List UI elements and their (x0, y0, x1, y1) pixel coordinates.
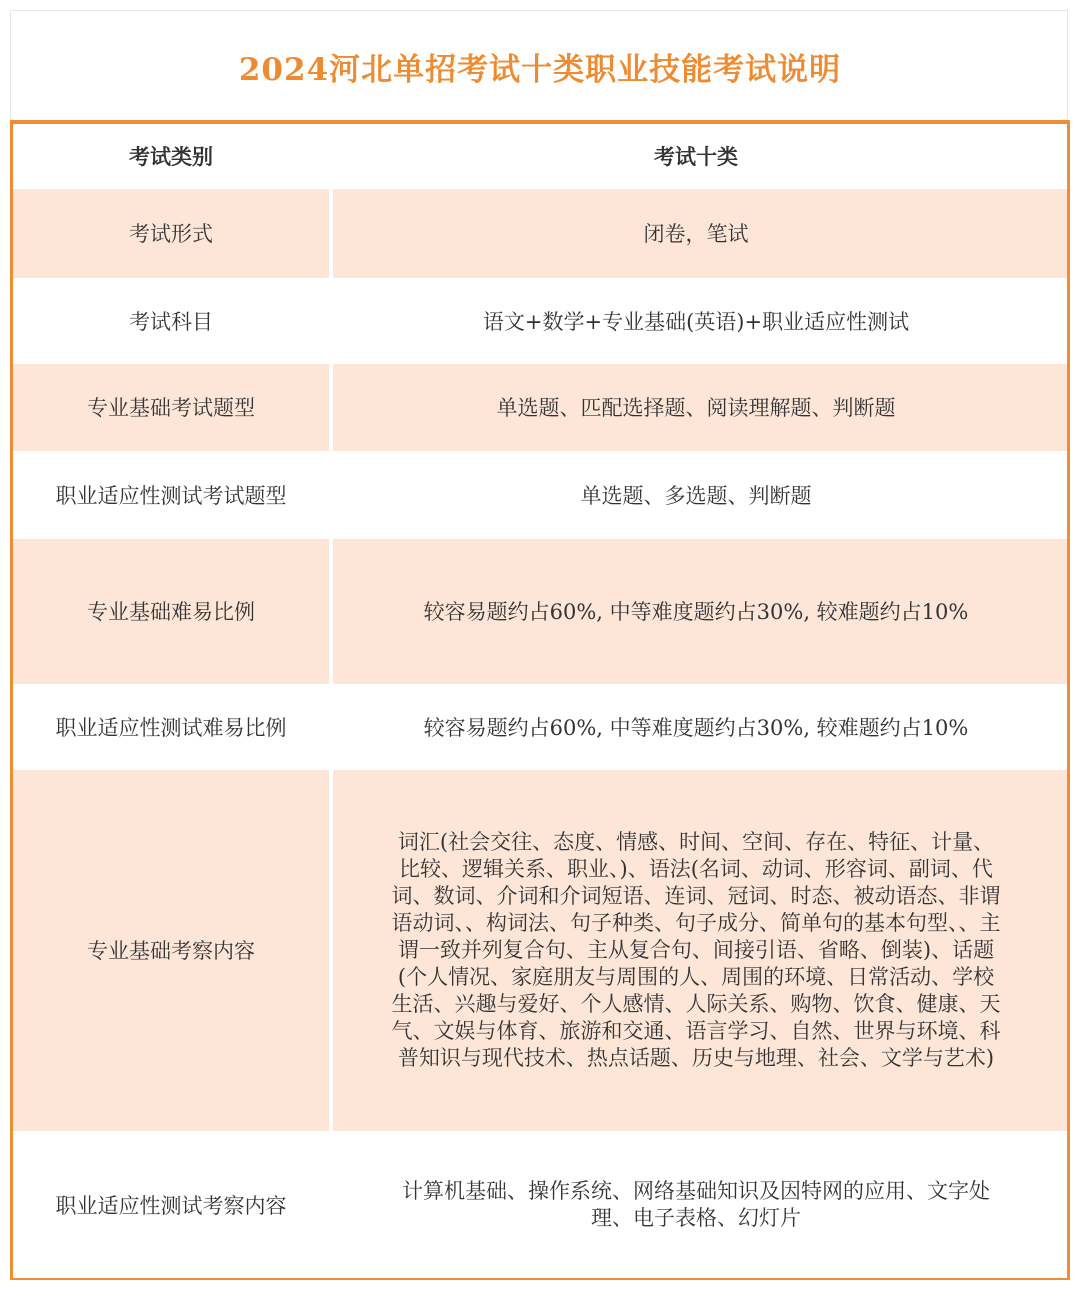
table-row (13, 537, 1067, 685)
table-row (13, 452, 1067, 537)
row-label: 职业适应性测试考察内容 (55, 1194, 287, 1218)
row-value: 单选题、多选题、判断题 (580, 483, 812, 508)
row-label: 考试形式 (129, 222, 213, 246)
row-label: 专业基础考察内容 (87, 939, 255, 963)
row-divider (13, 536, 1067, 539)
row-divider (13, 1131, 1067, 1134)
table-row (13, 685, 1067, 768)
table-row (13, 362, 1067, 452)
row-value: 较容易题约占60%, 中等难度题约占30%, 较难题约占10% (423, 600, 969, 624)
row-divider (13, 361, 1067, 364)
table-row (13, 1132, 1067, 1278)
exam-table (10, 120, 1070, 1280)
header-category: 考试类别 (129, 143, 213, 169)
column-divider (329, 124, 333, 1277)
row-value: 语文+数学+专业基础(英语)+职业适应性测试 (482, 309, 910, 334)
title-bar (12, 12, 1068, 120)
row-label: 专业基础考试题型 (87, 396, 255, 420)
page-title: 2024河北单招考试十类职业技能考试说明 (238, 51, 842, 88)
row-divider (13, 767, 1067, 770)
row-divider (13, 278, 1067, 281)
row-label: 专业基础难易比例 (87, 600, 255, 624)
header-ten-classes: 考试十类 (654, 143, 738, 169)
row-value (329, 1132, 1067, 1278)
row-divider (13, 451, 1067, 454)
row-divider (13, 186, 1067, 189)
row-label: 考试科目 (129, 309, 213, 334)
row-value-text: 计算机基础、操作系统、网络基础知识及因特网的应用、文字处理、电子表格、幻灯片 (402, 1179, 990, 1230)
row-value-text: 词汇(社会交往、态度、情感、时间、空间、存在、特征、计量、比较、逻辑关系、职业、)、语法(名词、动词、形容词、副词、代词、数词、介词和介词短语、连词、冠词、时态、被动语态、非谓语动词、、构词法、句子种类、句子成分、简单句的基本句型、、主谓一致并列复合句、主从复合句、间接引语、省略、倒装)、话题(个人情况、家庭朋友与周围的人、周围的环境、日常活动、学校生活、兴趣与爱好、个人感情、人际关系、购物、饮食、健康、天气、文娱与体育、旅游和交通、语言学习、自然、世界与环境、科普知识与现代技术、热点话题、历史与地理、社会、文学与艺术) (391, 829, 1001, 1070)
row-label: 职业适应性测试难易比例 (55, 715, 287, 740)
table-row (13, 187, 1067, 279)
row-value (329, 768, 1067, 1132)
row-value: 单选题、匹配选择题、阅读理解题、判断题 (496, 396, 896, 420)
table-row (13, 768, 1067, 1132)
row-value: 较容易题约占60%, 中等难度题约占30%, 较难题约占10% (423, 715, 969, 740)
table-header-row (13, 124, 1067, 187)
row-divider (13, 684, 1067, 687)
row-label: 职业适应性测试考试题型 (55, 483, 287, 508)
row-value: 闭卷，笔试 (643, 222, 749, 246)
table-row (13, 279, 1067, 362)
